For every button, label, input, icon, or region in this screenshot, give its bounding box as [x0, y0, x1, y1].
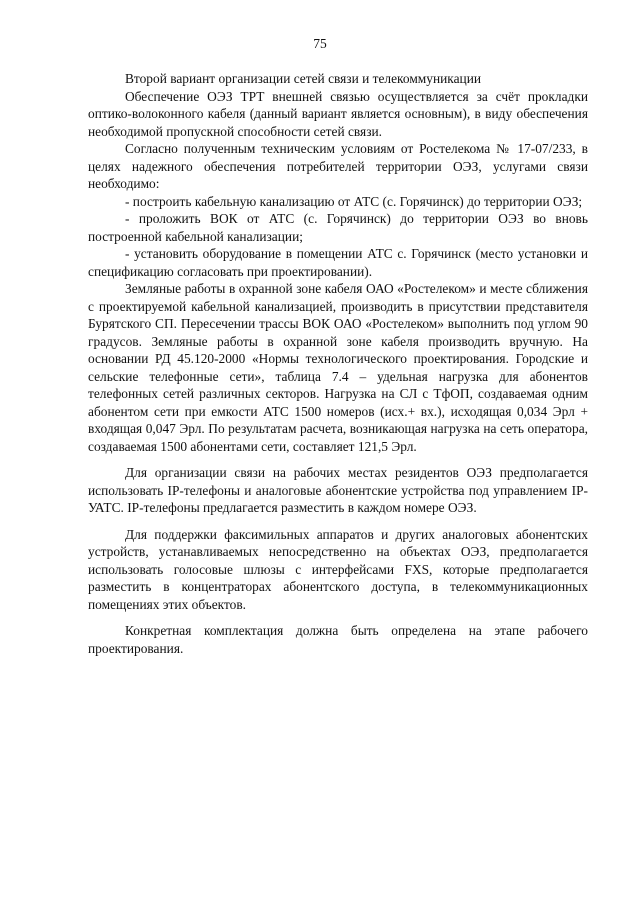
- list-item-build-ducts: - построить кабельную канализацию от АТС (с. Горячинск) до территории ОЭЗ;: [125, 193, 583, 209]
- paragraph-final-configuration: Конкретная комплектация должна быть определена на этапе рабочего проектирования.: [88, 623, 588, 656]
- paragraph-ip-telephony: Для организации связи на рабочих местах резидентов ОЭЗ предполагается использовать IP-телефоны и аналоговые абонентские устройства под управлением IP-УАТС. IP-телефоны предлагается разместить в каждом номере ОЭЗ.: [88, 465, 588, 515]
- list-item-install-equipment: - установить оборудование в помещении АТС с. Горячинск (место установки и спецификацию согласовать при проектировании).: [88, 246, 588, 279]
- paragraph-section-title: Второй вариант организации сетей связи и телекоммуникации: [125, 71, 482, 86]
- list-item-lay-cable: - проложить ВОК от АТС (с. Горячинск) до территории ОЭЗ во вновь построенной кабельной канализации;: [88, 211, 588, 244]
- paragraph-fax-gateways: Для поддержки факсимильных аппаратов и других аналоговых абонентских устройств, устанавливаемых непосредственно на объектах ОЭЗ, предполагается использовать голосовые шлюзы с интерфейсами FXS, которые предполагается разместить в концентраторах абонентского доступа, в телекоммуникационных помещениях этих объектов.: [88, 526, 588, 612]
- paragraph-earthworks: Земляные работы в охранной зоне кабеля ОАО «Ростелеком» и месте сближения с проектируемой кабельной канализацией, производить в присутствии представителя Бурятского СП. Пересечении трассы ВОК ОАО «Ростелеком» выполнить под углом 90 градусов. Земляные работы в охранной зоне кабеля производить вручную. На основании РД 45.120-2000 «Нормы технологического проектирования. Городские и сельские телефонные сети», таблица 7.4 – удельная нагрузка для абонентов телефонных сетей различных секторов. Нагрузка на СЛ с ТфОП, создаваемая одним абонентом сети при емкости АТС 1500 номеров (исх.+ вх.), исходящая 0,034 Эрл + входящая 0,047 Эрл. По результатам расчета, возникающая нагрузка на сеть оператора, создаваемая 1500 абонентами сети, составляет 121,5 Эрл.: [88, 281, 588, 454]
- paragraph-external-link: Обеспечение ОЭЗ ТРТ внешней связью осуществляется за счёт прокладки оптико-волоконного кабеля (данный вариант является основным), в виду обеспечения необходимой пропускной способности сетей связи.: [88, 88, 588, 139]
- paragraph-technical-conditions: Согласно полученным техническим условиям от Ростелекома № 17-07/233, в целях надежного обеспечения потребителей территории ОЭЗ, услугами связи необходимо:: [88, 141, 588, 191]
- page-number: 75: [313, 36, 327, 51]
- document-body: [88, 70, 588, 657]
